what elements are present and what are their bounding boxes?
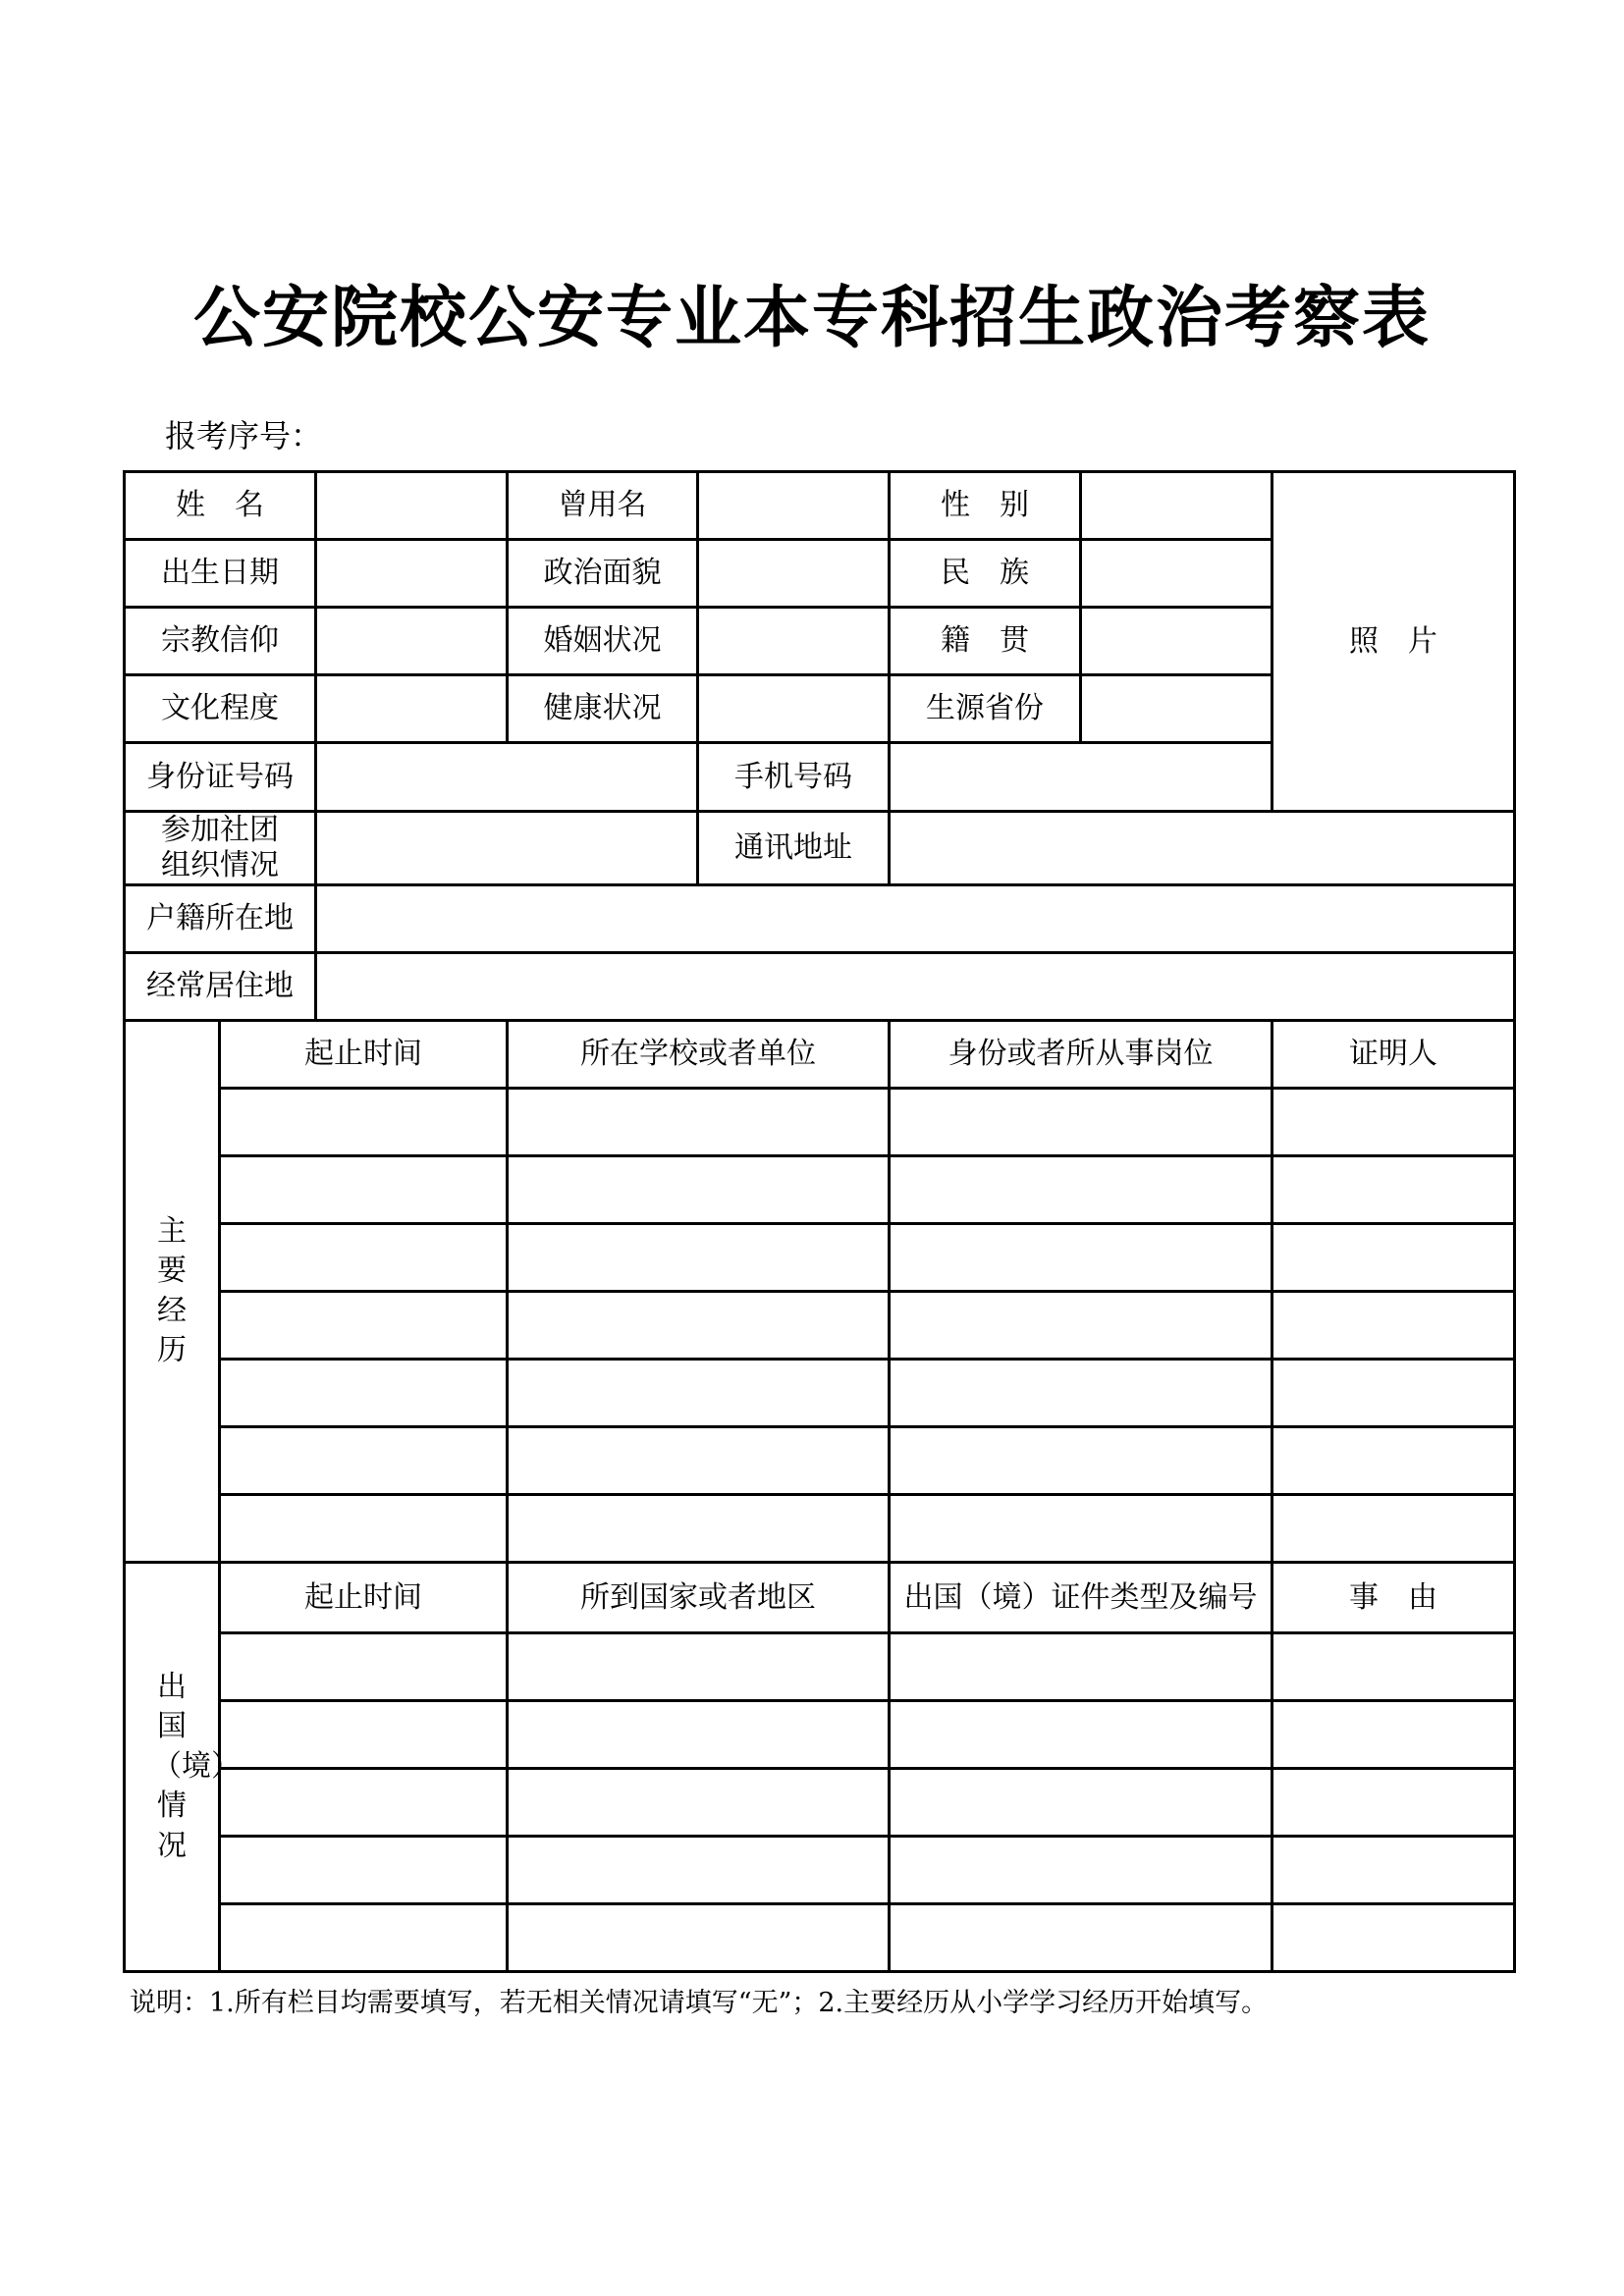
abroad-country-cell[interactable] xyxy=(508,1701,890,1769)
abroad-header-document: 出国（境）证件类型及编号 xyxy=(890,1563,1272,1633)
table-row xyxy=(125,1427,1515,1495)
marital-status-field[interactable] xyxy=(698,608,890,675)
abroad-country-cell[interactable] xyxy=(508,1904,890,1972)
exp-period-cell[interactable] xyxy=(220,1360,508,1427)
table-row xyxy=(125,1633,1515,1701)
photo-box[interactable]: 照 片 xyxy=(1272,472,1515,812)
abroad-document-cell[interactable] xyxy=(890,1633,1272,1701)
ethnicity-label: 民 族 xyxy=(890,540,1081,608)
mailing-address-label: 通讯地址 xyxy=(698,812,890,885)
abroad-header-country: 所到国家或者地区 xyxy=(508,1563,890,1633)
exp-period-cell[interactable] xyxy=(220,1495,508,1563)
organizations-field[interactable] xyxy=(316,812,698,885)
abroad-document-cell[interactable] xyxy=(890,1904,1272,1972)
table-row xyxy=(125,1156,1515,1224)
exp-witness-cell[interactable] xyxy=(1272,1495,1515,1563)
abroad-country-cell[interactable] xyxy=(508,1769,890,1837)
exp-position-cell[interactable] xyxy=(890,1224,1272,1292)
table-row xyxy=(125,1701,1515,1769)
marital-status-label: 婚姻状况 xyxy=(508,608,698,675)
gender-label: 性 别 xyxy=(890,472,1081,540)
exp-position-cell[interactable] xyxy=(890,1156,1272,1224)
education-label: 文化程度 xyxy=(125,675,316,743)
exp-witness-cell[interactable] xyxy=(1272,1224,1515,1292)
source-province-label: 生源省份 xyxy=(890,675,1081,743)
exp-position-cell[interactable] xyxy=(890,1427,1272,1495)
abroad-document-cell[interactable] xyxy=(890,1769,1272,1837)
abroad-side-label: 出国（境）情况 xyxy=(125,1563,220,1972)
abroad-period-cell[interactable] xyxy=(220,1633,508,1701)
mobile-label: 手机号码 xyxy=(698,743,890,812)
table-row xyxy=(125,1495,1515,1563)
table-row xyxy=(125,1292,1515,1360)
exp-position-cell[interactable] xyxy=(890,1089,1272,1156)
residence-field[interactable] xyxy=(316,953,1515,1021)
abroad-reason-cell[interactable] xyxy=(1272,1633,1515,1701)
abroad-reason-cell[interactable] xyxy=(1272,1904,1515,1972)
abroad-period-cell[interactable] xyxy=(220,1769,508,1837)
abroad-period-cell[interactable] xyxy=(220,1837,508,1904)
exp-unit-cell[interactable] xyxy=(508,1224,890,1292)
abroad-reason-cell[interactable] xyxy=(1272,1837,1515,1904)
exp-witness-cell[interactable] xyxy=(1272,1156,1515,1224)
exp-unit-cell[interactable] xyxy=(508,1292,890,1360)
abroad-period-cell[interactable] xyxy=(220,1701,508,1769)
organizations-label-line2: 组织情况 xyxy=(161,848,279,882)
political-status-label: 政治面貌 xyxy=(508,540,698,608)
exp-header-school-unit: 所在学校或者单位 xyxy=(508,1021,890,1089)
exp-unit-cell[interactable] xyxy=(508,1360,890,1427)
exp-position-cell[interactable] xyxy=(890,1292,1272,1360)
education-field[interactable] xyxy=(316,675,508,743)
former-name-label: 曾用名 xyxy=(508,472,698,540)
residence-label: 经常居住地 xyxy=(125,953,316,1021)
id-number-field[interactable] xyxy=(316,743,698,812)
mobile-field[interactable] xyxy=(890,743,1272,812)
exp-period-cell[interactable] xyxy=(220,1292,508,1360)
health-field[interactable] xyxy=(698,675,890,743)
religion-label: 宗教信仰 xyxy=(125,608,316,675)
exp-header-witness: 证明人 xyxy=(1272,1021,1515,1089)
abroad-document-cell[interactable] xyxy=(890,1837,1272,1904)
form-note: 说明：1.所有栏目均需要填写，若无相关情况请填写“无”；2.主要经历从小学学习经历开始填写。 xyxy=(130,1988,1269,2018)
political-review-form xyxy=(123,470,1516,1973)
form-title: 公安院校公安专业本专科招生政治考察表 xyxy=(192,279,1431,357)
abroad-period-cell[interactable] xyxy=(220,1904,508,1972)
exp-unit-cell[interactable] xyxy=(508,1427,890,1495)
exp-witness-cell[interactable] xyxy=(1272,1089,1515,1156)
experience-side-label: 主要经历 xyxy=(125,1021,220,1563)
household-registration-field[interactable] xyxy=(316,885,1515,953)
exp-position-cell[interactable] xyxy=(890,1360,1272,1427)
serial-number-label: 报考序号： xyxy=(165,417,323,454)
ethnicity-field[interactable] xyxy=(1081,540,1272,608)
former-name-field[interactable] xyxy=(698,472,890,540)
abroad-header-period: 起止时间 xyxy=(220,1563,508,1633)
native-place-label: 籍 贯 xyxy=(890,608,1081,675)
exp-period-cell[interactable] xyxy=(220,1156,508,1224)
exp-period-cell[interactable] xyxy=(220,1224,508,1292)
id-number-label: 身份证号码 xyxy=(125,743,316,812)
abroad-reason-cell[interactable] xyxy=(1272,1769,1515,1837)
organizations-label xyxy=(125,812,316,885)
abroad-document-cell[interactable] xyxy=(890,1701,1272,1769)
birth-date-field[interactable] xyxy=(316,540,508,608)
mailing-address-field[interactable] xyxy=(890,812,1515,885)
exp-witness-cell[interactable] xyxy=(1272,1427,1515,1495)
name-label: 姓 名 xyxy=(125,472,316,540)
exp-position-cell[interactable] xyxy=(890,1495,1272,1563)
name-field[interactable] xyxy=(316,472,508,540)
table-row xyxy=(125,1360,1515,1427)
abroad-reason-cell[interactable] xyxy=(1272,1701,1515,1769)
exp-period-cell[interactable] xyxy=(220,1089,508,1156)
table-row xyxy=(125,1089,1515,1156)
exp-header-position: 身份或者所从事岗位 xyxy=(890,1021,1272,1089)
exp-unit-cell[interactable] xyxy=(508,1089,890,1156)
abroad-country-cell[interactable] xyxy=(508,1837,890,1904)
political-status-field[interactable] xyxy=(698,540,890,608)
exp-witness-cell[interactable] xyxy=(1272,1360,1515,1427)
table-row xyxy=(125,1837,1515,1904)
exp-witness-cell[interactable] xyxy=(1272,1292,1515,1360)
abroad-header-reason: 事 由 xyxy=(1272,1563,1515,1633)
health-label: 健康状况 xyxy=(508,675,698,743)
gender-field[interactable] xyxy=(1081,472,1272,540)
exp-unit-cell[interactable] xyxy=(508,1495,890,1563)
exp-header-period: 起止时间 xyxy=(220,1021,508,1089)
table-row xyxy=(125,1224,1515,1292)
table-row xyxy=(125,1904,1515,1972)
abroad-country-cell[interactable] xyxy=(508,1633,890,1701)
birth-date-label: 出生日期 xyxy=(125,540,316,608)
exp-unit-cell[interactable] xyxy=(508,1156,890,1224)
religion-field[interactable] xyxy=(316,608,508,675)
organizations-label-line1: 参加社团 xyxy=(161,813,279,847)
native-place-field[interactable] xyxy=(1081,608,1272,675)
table-row xyxy=(125,1769,1515,1837)
source-province-field[interactable] xyxy=(1081,675,1272,743)
exp-period-cell[interactable] xyxy=(220,1427,508,1495)
household-registration-label: 户籍所在地 xyxy=(125,885,316,953)
